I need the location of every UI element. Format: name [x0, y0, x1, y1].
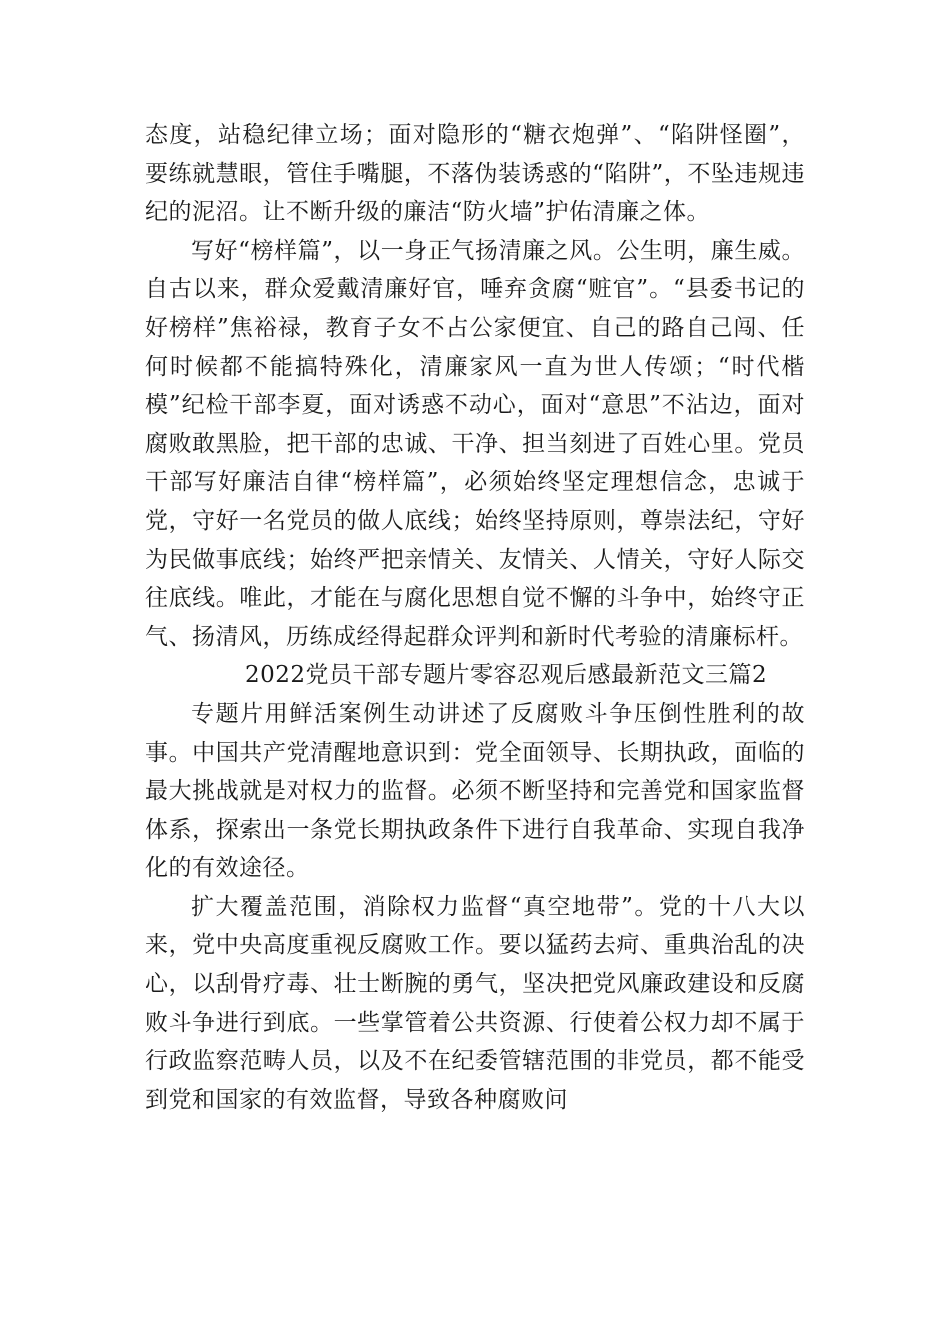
section-heading: 2022党员干部专题片零容忍观后感最新范文三篇2	[245, 662, 768, 689]
paragraph-expand-coverage: 扩大覆盖范围，消除权力监督“真空地带”。党的十八大以来，党中央高度重视反腐败工作。要以猛药去疴、重典治乱的决心，以刮骨疗毒、壮士断腕的勇气，坚决把党风廉政建设和反腐败斗争进行到底。一些掌管着公共资源、行使着公权力却不属于行政监察范畴人员，以及不在纪委管辖范围的非党员，都不能受到党和国家的有效监督，导致各种腐败问	[145, 893, 805, 1113]
paragraph-documentary-intro: 专题片用鲜活案例生动讲述了反腐败斗争压倒性胜利的故事。中国共产党清醒地意识到：党全面领导、长期执政，面临的最大挑战就是对权力的监督。必须不断坚持和完善党和国家监督体系，探索出一条党长期执政条件下进行自我革命、实现自我净化的有效途径。	[145, 700, 805, 882]
paragraph-continuation: 态度，站稳纪律立场；面对隐形的“糖衣炮弹”、“陷阱怪圈”，要练就慧眼，管住手嘴腿，不落伪装诱惑的“陷阱”，不坠违规违纪的泥沼。让不断升级的廉洁“防火墙”护佑清廉之体。	[145, 122, 805, 226]
document-page	[145, 116, 805, 1119]
paragraph-role-model: 写好“榜样篇”，以一身正气扬清廉之风。公生明，廉生威。自古以来，群众爱戴清廉好官，唾弃贪腐“赃官”。“县委书记的好榜样”焦裕禄，教育子女不占公家便宜、自己的路自己闯、任何时候都不能搞特殊化，清廉家风一直为世人传颂；“时代楷模”纪检干部李夏，面对诱惑不动心，面对“意思”不沾边，面对腐败敢黑脸，把干部的忠诚、干净、担当刻进了百姓心里。党员干部写好廉洁自律“榜样篇”，必须始终坚定理想信念，忠诚于党，守好一名党员的做人底线；始终坚持原则，尊崇法纪，守好为民做事底线；始终严把亲情关、友情关、人情关，守好人际交往底线。唯此，才能在与腐化思想自觉不懈的斗争中，始终守正气、扬清风，历练成经得起群众评判和新时代考验的清廉标杆。	[145, 237, 805, 650]
